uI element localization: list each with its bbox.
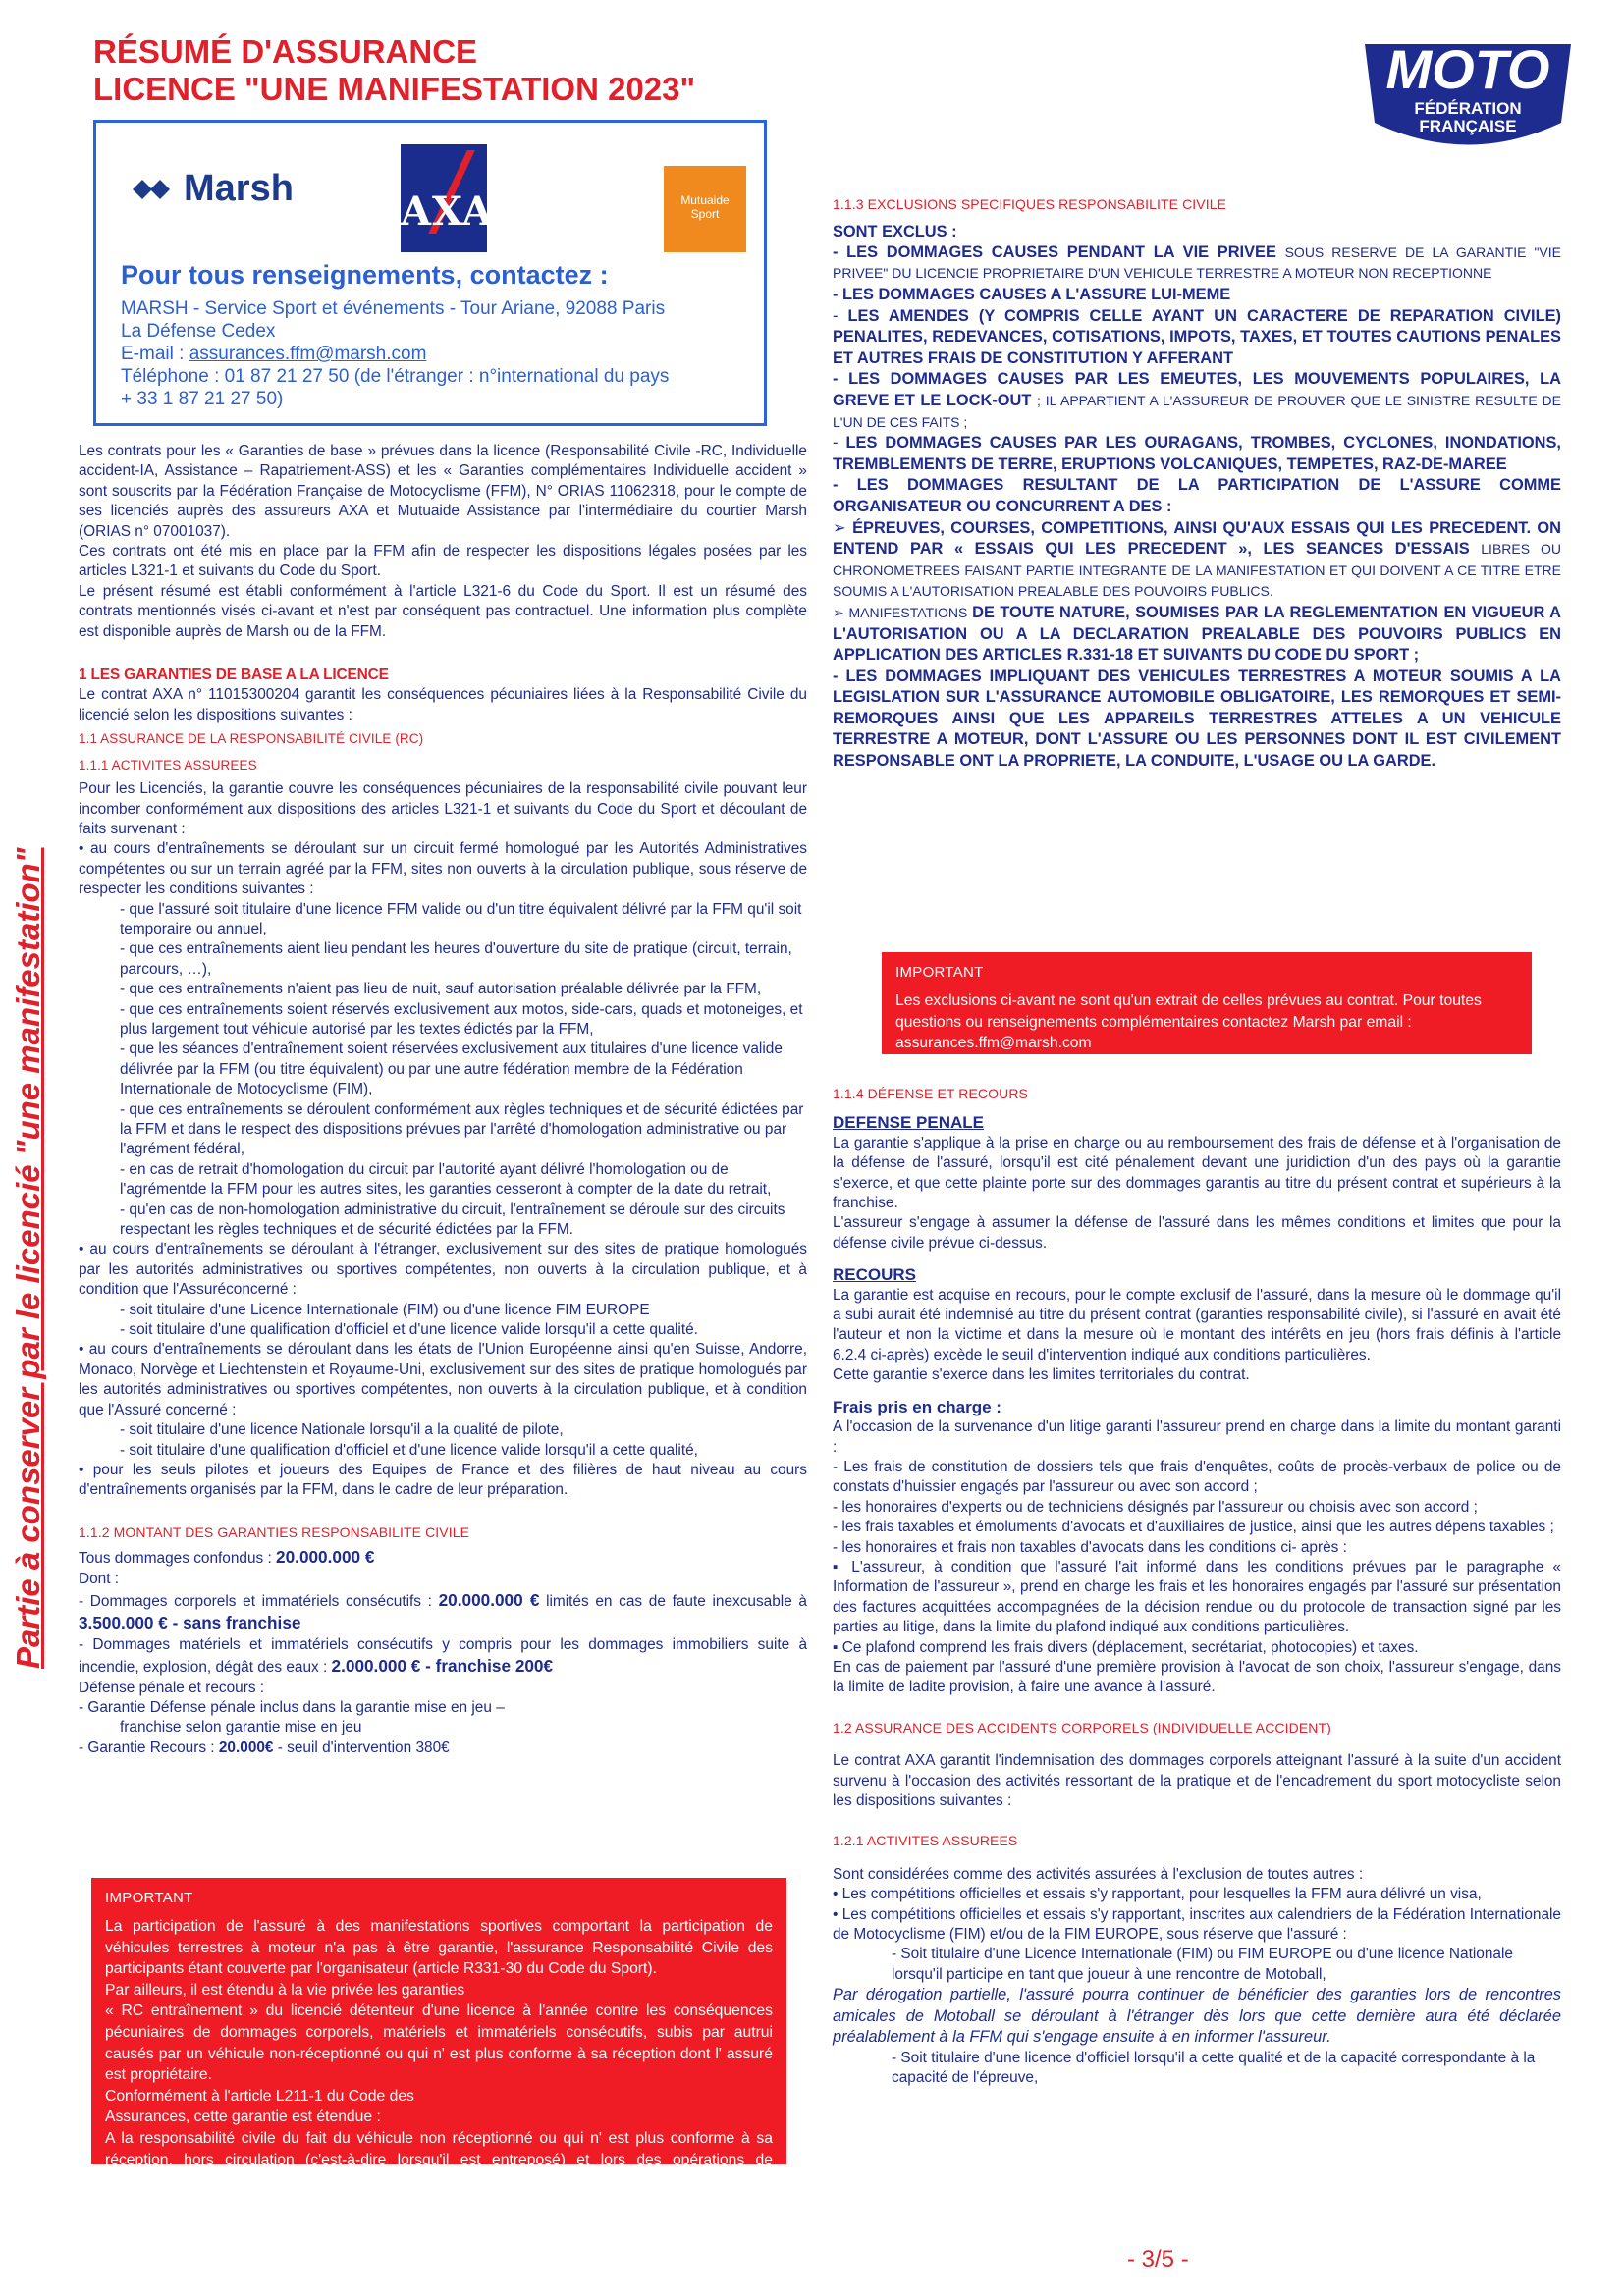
amount-total: Tous dommages confondus : 20.000.000 € [79,1547,375,1568]
section-1-heading: 1 LES GARANTIES DE BASE A LA LICENCE [79,667,389,684]
ffm-logo [1355,29,1581,162]
intro-paragraph: Les contrats pour les « Garanties de base » prévues dans la licence (Responsabilité Civile -RC, Individuelle accident-IA, Assistance – Rapatriement-ASS) et les « Garanties complémentaires Individuelle accident » sont souscrits par la Fédération Française de Motocyclisme (FFM), N° ORIAS 11062318, pour le compte de ses licenciés auprès des assureurs AXA et Mutuaide Assistance par l'intermédiaire du courtier Marsh (ORIAS n° 07001037). [79,443,807,540]
contact-phone-2: + 33 1 87 21 27 50) [121,389,284,409]
document-title [93,33,695,108]
frais-item: - les honoraires d'experts ou de techniciens désignés par l'assureur ou choisis avec son accord ; [833,1498,1478,1516]
frais-item: ▪ L'assureur, à condition que l'assuré l'ait informé dans les conditions prévues par le paragraphe « Information de l'assureur », prend en charge les frais et les honoraires engagés par l'assuré sur présentation des factures acquittées accompagnées de la décision rendue ou du protocole de transaction signé par les parties au litige, dans la limite du plafond indiqué aux conditions particulières. [833,1558,1561,1636]
important-line: Conformément à l'article L211-1 du Code des [105,2087,414,2105]
defense-heading: DEFENSE PENALE [833,1113,984,1133]
activity-derogation: Par dérogation partielle, l'assuré pourra continuer de bénéficier des garanties lors de rencontres amicales de Motoball se déroulant à l'étranger dès lors que cette dernière aura été déclarée préalablement à la FFM qui s'engage ensuite à en informer l'assureur. [833,1986,1561,2047]
section-1-1-heading: 1.1 ASSURANCE DE LA RESPONSABILITÉ CIVILE (RC) [79,731,424,747]
amount-bodily: - Dommages corporels et immatériels consécutifs : 20.000.000 € limités en cas de faute inexcusable à 3.500.000 € - sans franchise [79,1589,807,1633]
amount-material: - Dommages matériels et immatériels consécutifs y compris pour les dommages immobiliers suite à incendie, explosion, dégât des eaux : 2.000.000 € - franchise 200€ [79,1635,807,1677]
important-line: La participation de l'assuré à des manifestations sportives comportant la participation de véhicules terrestres à moteur n'a pas à être garantie, l'assurance Responsabilité Civile des participants étant couverte par l'organisateur (article R331-30 du Code du Sport). [105,1918,773,1978]
frais-item: ▪ Ce plafond comprend les frais divers (déplacement, secrétariat, photocopies) et taxes. [833,1638,1419,1656]
amount-defense-2: franchise selon garantie mise en jeu [120,1719,362,1736]
title-line-1: RÉSUMÉ D'ASSURANCE [93,33,478,70]
section-1-1-2-heading: 1.1.2 MONTANT DES GARANTIES RESPONSABILITE CIVILE [79,1523,470,1540]
section-1-2-1-text: Sont considérées comme des activités assurées à l'exclusion de toutes autres : [833,1865,1364,1883]
condition-list [79,1420,807,1461]
title-line-2: LICENCE "UNE MANIFESTATION 2023" [93,71,696,107]
condition-item: - que ces entraînements n'aient pas lieu de nuit, sauf autorisation préalable délivrée par la FFM, [120,981,762,998]
recours-heading: RECOURS [833,1265,917,1285]
frais-item: - les frais taxables et émoluments d'avocats et d'auxiliaires de justice, ainsi que les autres dépens taxables ; [833,1519,1554,1536]
activity-sub: - Soit titulaire d'une Licence Internationale (FIM) ou FIM EUROPE ou d'une licence Nationale lorsqu'il participe en tant que joueur à une rencontre de Motoball, [892,1946,1513,1983]
amount-defense: - Garantie Défense pénale inclus dans la garantie mise en jeu – [79,1698,505,1716]
important-line: A la responsabilité civile du fait du véhicule non réceptionné ou qui n' est plus conforme à sa réception, hors circulation (c'est-à-dire lorsqu'il est entreposé) et lors des opérations de chargement, de déchargement sur une remorque ou dans un véhicule, à l' exclusion des dommages subis lors de la réparation de la vente et/ou du contrôle de l'automobile par des professionnels. [105,2129,773,2232]
intro-paragraph: Le présent résumé est établi conformément à l'article L321-6 du Code du Sport. Il est un résumé des contrats mentionnés visés ci-avant et n'est par conséquent pas contractuel. Une information plus complète est disponible auprès de Marsh ou de la FFM. [79,582,807,640]
important-text: Les exclusions ci-avant ne sont qu'un extrait de celles prévues au contrat. Pour toutes questions ou renseignements complémentaires contactez Marsh par email : assurances.ffm@marsh.com [895,992,1482,1052]
important-line: Assurances, cette garantie est étendue : [105,2109,381,2126]
frais-item: - les honoraires et frais non taxables d'avocats dans les conditions ci- après : [833,1538,1347,1556]
exclusions-list [833,242,1561,773]
marsh-logo [131,168,294,210]
defense-text: La garantie s'applique à la prise en charge ou au remboursement des frais de défense et à l'organisation de la défense de l'assuré, lorsqu'il est cité pénalement devant une juridiction d'un des pays où la garantie s'exerce, et que cette plainte porte sur des dommages garantis au titre du présent contrat et supérieurs à la franchise. [833,1134,1561,1212]
condition-item: - que les séances d'entraînement soient réservées exclusivement aux titulaires d'une licence valide délivrée par la FFM (ou titre équivalent) ou par une autre fédération membre de la Fédération Internationale de Motocyclisme (FIM), [120,1041,783,1098]
amount-defense-heading: Défense pénale et recours : [79,1679,265,1696]
contact-email-link[interactable]: assurances.ffm@marsh.com [189,344,427,364]
section-1-1-4-heading: 1.1.4 DÉFENSE ET RECOURS [833,1086,1028,1101]
condition-item: - soit titulaire d'une licence Nationale lorsqu'il a la qualité de pilote, [120,1421,564,1439]
recours-text: La garantie est acquise en recours, pour le compte exclusif de l'assuré, dans la mesure où le dommage qu'il a subi aurait été indemnisé au titre du présent contrat (garanties responsabilité civile), si l'assuré en avait été l'auteur et non la victime et dans la mesure où le montant des intérêts en jeu (hors frais définis à l'article 6.2.4 ci-après) excède le seuil d'intervention indiqué aux conditions particulières. [833,1286,1561,1363]
left-column [79,442,807,1758]
condition-item: - soit titulaire d'une qualification d'officiel et d'une licence valide lorsqu'il a cette qualité. [120,1321,698,1339]
condition-item: - que ces entraînements aient lieu pendant les heures d'ouverture du site de pratique (circuit, terrain, parcours, …), [120,940,792,978]
frais-text: A l'occasion de la survenance d'un litige garanti l'assureur prend en charge dans la limite du montant garanti : [833,1418,1561,1456]
exclusion-item: ➢ MANIFESTATIONS DE TOUTE NATURE, SOUMISES PAR LA REGLEMENTATION EN VIGUEUR A L'AUTORISATION OU A LA DECLARATION PREALABLE DES POUVOIRS PUBLICS EN APPLICATION DES ARTICLES R.331-18 ET SUIVANTS DU CODE DU SPORT ; [833,603,1561,665]
defense-text: L'assureur s'engage à assumer la défense de l'assuré dans les mêmes conditions et limites que pour la défense civile prévue ci-dessus. [833,1214,1561,1252]
important-title: IMPORTANT [105,1890,193,1906]
mutuaide-logo [664,166,746,252]
section-1-1-1-heading: 1.1.1 ACTIVITES ASSUREES [79,757,257,773]
activity-item: • Les compétitions officielles et essais s'y rapportant, inscrites aux calendriers de la Fédération Internationale de Motocyclisme (FIM) et/ou de la FIM EUROPE, sous réserve que l'assuré : [833,1905,1561,1944]
section-1-2-heading: 1.2 ASSURANCE DES ACCIDENTS CORPORELS (INDIVIDUELLE ACCIDENT) [833,1719,1331,1735]
exclusion-item: - LES AMENDES (Y COMPRIS CELLE AYANT UN CARACTERE DE REPARATION CIVILE) PENALITES, REDEVANCES, COTISATIONS, IMPOTS, TAXES, ET TOUTES CAUTIONS PENALES ET AUTRES FRAIS DE CONSTITUTION Y AFFERANT [833,306,1561,367]
axa-name: AXA [401,188,494,235]
contact-address-2: La Défense Cedex [121,321,276,342]
frais-end: En cas de paiement par l'assuré d'une première provision à l'avocat de son choix, l'assureur s'engage, dans la limite de ladite provision, à faire une avance à l'assuré. [833,1658,1561,1696]
condition-item: - que l'assuré soit titulaire d'une licence FFM valide ou d'un titre équivalent délivré par la FFM qu'il soit temporaire ou annuel, [120,900,802,937]
activities-intro: Pour les Licenciés, la garantie couvre les conséquences pécuniaires de la responsabilité civile pouvant leur incomber conformément aux dispositions des articles L321-1 et suivants du Code du Sport et découlant de faits survenant : [79,780,807,837]
mutuaide-sport: Sport [690,207,720,221]
condition-item: - qu'en cas de non-homologation administrative du circuit, l'entraînement se déroule sur des circuits respectant les règles techniques et de sécurité édictées par la FFM. [120,1201,785,1239]
frais-item: - Les frais de constitution de dossiers tels que frais d'enquêtes, coûts de procès-verbaux de police ou de constats d'huissier engagés par l'assureur ou avec son accord ; [833,1458,1561,1496]
exclusion-item: - LES DOMMAGES IMPLIQUANT DES VEHICULES TERRESTRES A MOTEUR SOUMIS A LA LEGISLATION SUR L'ASSURANCE AUTOMOBILE OBLIGATOIRE, LES REMORQUES ET SEMI- REMORQUES AINSI QUE LES APPAREILS TERRESTRES ATTELES A UN VEHICULE TERRESTRE A MOTEUR, DONT L'ASSURE OU LES PERSONNES DONT IL EST CIVILEMENT RESPONSABLE ONT LA PROPRIETE, LA CONDUITE, L'USAGE OU LA GARDE. [833,667,1561,771]
exclusion-item: ➢ ÉPREUVES, COURSES, COMPETITIONS, AINSI QU'AUX ESSAIS QUI LES PRECEDENT. ON ENTEND PAR « ESSAIS QUI LES PRECEDENT », LES SEANCES D'ESSAIS LIBRES OU CHRONOMETREES FAISANT PARTIE INTEGRANTE DE LA MANIFESTATION ET QUI DOIVENT A CE TITRE ETRE SOUMIS A L'AUTORISATION PREALABLE DES POUVOIRS PUBLICS. [833,518,1561,600]
right-column [833,194,1561,773]
contact-address: MARSH - Service Sport et événements - Tour Ariane, 92088 Paris [121,298,666,319]
logo-sub-1: FÉDÉRATION [1414,99,1522,118]
important-line: « RC entraînement » du licencié détenteur d'une licence à l'année contre les conséquences pécuniaires de dommages corporels, matériels et immatériels consécutifs, subis par autrui causés par un véhicule non-réceptionné ou qui n' est plus conforme à sa réception dont l' assuré est propriétaire. [105,2002,773,2084]
activity-sub: - Soit titulaire d'une licence d'officiel lorsqu'il a cette qualité et de la capacité correspondante à la capacité de l'épreuve, [892,2050,1536,2087]
exclusion-item: - LES DOMMAGES CAUSES PENDANT LA VIE PRIVEE SOUS RESERVE DE LA GARANTIE "VIE PRIVEE" DU LICENCIE PROPRIETAIRE D'UN VEHICULE TERRESTRE A MOTEUR NON RECEPTIONNE [833,242,1562,282]
important-title: IMPORTANT [895,964,984,981]
activity-bullet: • pour les seuls pilotes et joueurs des Equipes de France et des filières de haut niveau au cours d'entraînements organisés par la FFM, dans le cadre de leur préparation. [79,1461,807,1499]
important-box-exclusions [882,952,1532,1054]
marsh-name: Marsh [184,168,294,209]
right-column-lower [833,1084,1561,2089]
page-number: - 3/5 - [1127,2246,1189,2272]
logo-sub-2: FRANÇAISE [1419,117,1517,135]
condition-item: - soit titulaire d'une Licence Internationale (FIM) ou d'une licence FIM EUROPE [120,1301,650,1318]
exclusion-item: - LES DOMMAGES RESULTANT DE LA PARTICIPATION DE L'ASSURE COMME ORGANISATEUR OU CONCURRENT A DES : [833,476,1561,515]
exclusion-item: - LES DOMMAGES CAUSES A L'ASSURE LUI-MEME [833,286,1231,303]
condition-item: - que ces entraînements se déroulent conformément aux règles techniques et de sécurité édictées par la FFM et dans le respect des dispositions prévues par l'arrêté d'homologation administrative ou par l'agrément fédéral, [120,1100,804,1158]
email-label: E-mail : [121,344,189,364]
contact-phone: Téléphone : 01 87 21 27 50 (de l'étranger : n°international du pays [121,366,670,387]
amount-dont: Dont : [79,1570,120,1587]
axa-logo [401,144,494,252]
section-1-2-text: Le contrat AXA garantit l'indemnisation des dommages corporels atteignant l'assuré à la suite d'un accident survenu à l'occasion des activités ressortant de la pratique et de l'encadrement du sport motocycliste selon les dispositions suivantes : [833,1752,1561,1809]
intro-paragraph: Ces contrats ont été mis en place par la FFM afin de respecter les dispositions légales posées par les articles L321-1 et suivants du Code du Sport. [79,543,807,580]
exclusion-item: - LES DOMMAGES CAUSES PAR LES OURAGANS, TROMBES, CYCLONES, INONDATIONS, TREMBLEMENTS DE TERRE, ERUPTIONS VOLCANIQUES, TEMPETES, RAZ-DE-MAREE [833,434,1561,473]
activity-bullet: • au cours d'entraînements se déroulant sur un circuit fermé homologué par les Autorités Administratives compétentes ou sur un terrain agréé par la FFM, sites non ouverts à la circulation publique, sous réserve de respecter les conditions suivantes : [79,840,807,898]
activity-bullet: • au cours d'entraînements se déroulant à l'étranger, exclusivement sur des sites de pratique homologués par les autorités administratives ou sportives compétentes, non ouverts à la circulation publique, et à condition que l'Assuréconcerné : [79,1241,807,1299]
contact-heading: Pour tous renseignements, contactez : [121,260,609,290]
important-line: Par ailleurs, il est étendu à la vie privée les garanties [105,1981,465,1999]
important-box-vie-privee [91,1878,786,2232]
mutuaide-name: Mutuaide [680,193,730,207]
exclusion-item: - LES DOMMAGES CAUSES PAR LES EMEUTES, LES MOUVEMENTS POPULAIRES, LA GREVE ET LE LOCK-OUT ; IL APPARTIENT A L'ASSUREUR DE PROUVER QUE LE SINISTRE RESULTE DE L'UN DE CES FAITS ; [833,370,1562,430]
frais-heading: Frais pris en charge : [833,1397,1001,1416]
activity-bullet: • au cours d'entraînements se déroulant dans les états de l'Union Européenne ainsi qu'en Suisse, Andorre, Monaco, Norvège et Liechtenstein et Royaume-Uni, exclusivement sur des sites de pratique homologués par les autorités administratives ou sportives compétentes, non ouverts à la circulation publique, et à condition que l'Assuré concerné : [79,1341,807,1418]
section-1-text: Le contrat AXA n° 11015300204 garantit les conséquences pécuniaires liées à la Responsabilité Civile du licencié selon les dispositions suivantes : [79,686,807,723]
condition-list [79,1301,807,1341]
condition-list [79,900,807,1241]
contact-email-line [121,343,426,365]
section-1-2-1-heading: 1.2.1 ACTIVITES ASSUREES [833,1833,1018,1849]
amount-recours: - Garantie Recours : 20.000€ - seuil d'intervention 380€ [79,1738,450,1756]
recours-text: Cette garantie s'exerce dans les limites territoriales du contrat. [833,1366,1250,1384]
activity-item: • Les compétitions officielles et essais s'y rapportant, pour lesquelles la FFM aura délivré un visa, [833,1886,1482,1903]
condition-item: - soit titulaire d'une qualification d'officiel et d'une licence valide lorsqu'il a cette qualité, [120,1441,698,1459]
side-note: Partie à conserver par le licencié "une manifestation" [10,847,46,1669]
logo-word: MOTO [1385,38,1550,100]
contact-box [93,120,767,426]
important-text [105,1916,773,2234]
section-1-1-3-heading: 1.1.3 EXCLUSIONS SPECIFIQUES RESPONSABILITE CIVILE [833,196,1227,212]
exclusions-label: SONT EXCLUS : [833,223,957,241]
condition-item: - que ces entraînements soient réservés exclusivement aux motos, side-cars, quads et motoneiges, et plus largement tout véhicule autorisé par les textes édictés par la FFM, [120,1000,803,1038]
condition-item: - en cas de retrait d'homologation du circuit par l'autorité ayant délivré l'homologation ou de l'agrémentde la FFM pour les autres sites, les garanties cesseront à compter de la date du retrait, [120,1160,772,1199]
